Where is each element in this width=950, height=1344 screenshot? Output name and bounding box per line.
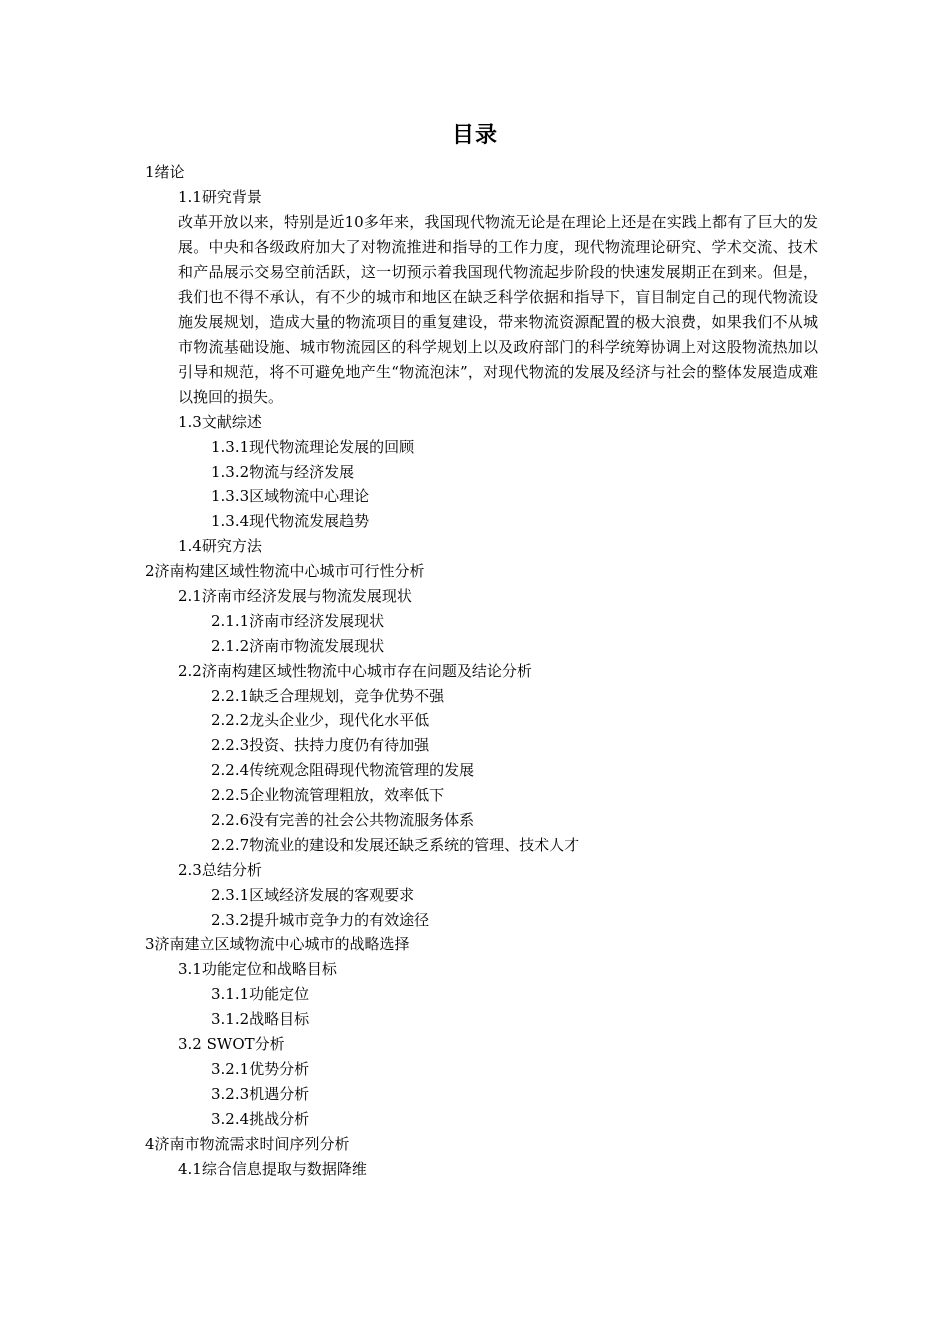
toc-subsection-2-2-7[interactable]: 2.2.7物流业的建设和发展还缺乏系统的管理、技术人才 (211, 835, 580, 854)
toc-subsection-2-2-1[interactable]: 2.2.1缺乏合理规划，竞争优势不强 (211, 686, 445, 705)
toc-subsection-1-3-2[interactable]: 1.3.2物流与经济发展 (211, 462, 355, 481)
toc-chapter-4[interactable]: 4济南市物流需求时间序列分析 (145, 1134, 350, 1153)
toc-subsection-3-1-2[interactable]: 3.1.2战略目标 (211, 1010, 310, 1029)
research-background-paragraph: 改革开放以来，特别是近10多年来，我国现代物流无论是在理论上还是在实践上都有了巨大的发展。中央和各级政府加大了对物流推进和指导的工作力度，现代物流理论研究、学术交流、技术和产品展示交易空前活跃，这一切预示着我国现代物流起步阶段的快速发展期正在到来。但是，我们也不得不承认，有不少的城市和地区在缺乏科学依据和指导下，盲目制定自己的现代物流设施发展规划，造成大量的物流项目的重复建设，带来物流资源配置的极大浪费，如果我们不从城市物流基础设施、城市物流园区的科学规划上以及政府部门的科学统筹协调上对这股物流热加以引导和规范，将不可避免地产生“物流泡沫”，对现代物流的发展及经济与社会的整体发展造成难以挽回的损失。 (178, 212, 818, 406)
toc-section-1-1[interactable]: 1.1研究背景 (178, 187, 262, 206)
toc-subsection-3-2-1[interactable]: 3.2.1优势分析 (211, 1059, 310, 1078)
toc-section-2-2[interactable]: 2.2济南构建区域性物流中心城市存在问题及结论分析 (178, 661, 532, 680)
table-of-contents (145, 160, 818, 1181)
toc-subsection-2-3-1[interactable]: 2.3.1区域经济发展的客观要求 (211, 885, 415, 904)
toc-subsection-2-1-1[interactable]: 2.1.1济南市经济发展现状 (211, 611, 385, 630)
page-title: 目录 (451, 123, 498, 148)
toc-subsection-2-3-2[interactable]: 2.3.2提升城市竞争力的有效途径 (211, 910, 430, 929)
toc-chapter-2[interactable]: 2济南构建区域性物流中心城市可行性分析 (145, 562, 425, 581)
toc-section-1-4[interactable]: 1.4研究方法 (178, 537, 262, 556)
toc-subsection-2-2-6[interactable]: 2.2.6没有完善的社会公共物流服务体系 (211, 811, 475, 830)
toc-subsection-2-2-2[interactable]: 2.2.2龙头企业少，现代化水平低 (211, 711, 430, 730)
toc-chapter-3[interactable]: 3济南建立区域物流中心城市的战略选择 (145, 935, 410, 954)
toc-section-4-1[interactable]: 4.1综合信息提取与数据降维 (178, 1159, 367, 1178)
toc-subsection-1-3-3[interactable]: 1.3.3区域物流中心理论 (211, 487, 370, 506)
toc-section-2-3[interactable]: 2.3总结分析 (178, 860, 262, 879)
toc-subsection-2-2-3[interactable]: 2.2.3投资、扶持力度仍有待加强 (211, 736, 430, 755)
toc-subsection-2-2-5[interactable]: 2.2.5企业物流管理粗放，效率低下 (211, 786, 445, 805)
toc-subsection-2-1-2[interactable]: 2.1.2济南市物流发展现状 (211, 636, 385, 655)
toc-section-1-3[interactable]: 1.3文献综述 (178, 412, 262, 431)
toc-subsection-3-1-1[interactable]: 3.1.1功能定位 (211, 985, 310, 1004)
toc-chapter-1[interactable]: 1绪论 (145, 163, 185, 181)
toc-subsection-1-3-1[interactable]: 1.3.1现代物流理论发展的回顾 (211, 437, 415, 456)
toc-subsection-3-2-3[interactable]: 3.2.3机遇分析 (211, 1084, 310, 1103)
toc-subsection-1-3-4[interactable]: 1.3.4现代物流发展趋势 (211, 512, 370, 531)
toc-section-3-1[interactable]: 3.1功能定位和战略目标 (178, 960, 337, 979)
toc-subsection-3-2-4[interactable]: 3.2.4挑战分析 (211, 1109, 310, 1128)
toc-section-3-2[interactable]: 3.2 SWOT分析 (178, 1035, 285, 1054)
toc-subsection-2-2-4[interactable]: 2.2.4传统观念阻碍现代物流管理的发展 (211, 761, 475, 780)
toc-section-2-1[interactable]: 2.1济南市经济发展与物流发展现状 (178, 587, 412, 606)
